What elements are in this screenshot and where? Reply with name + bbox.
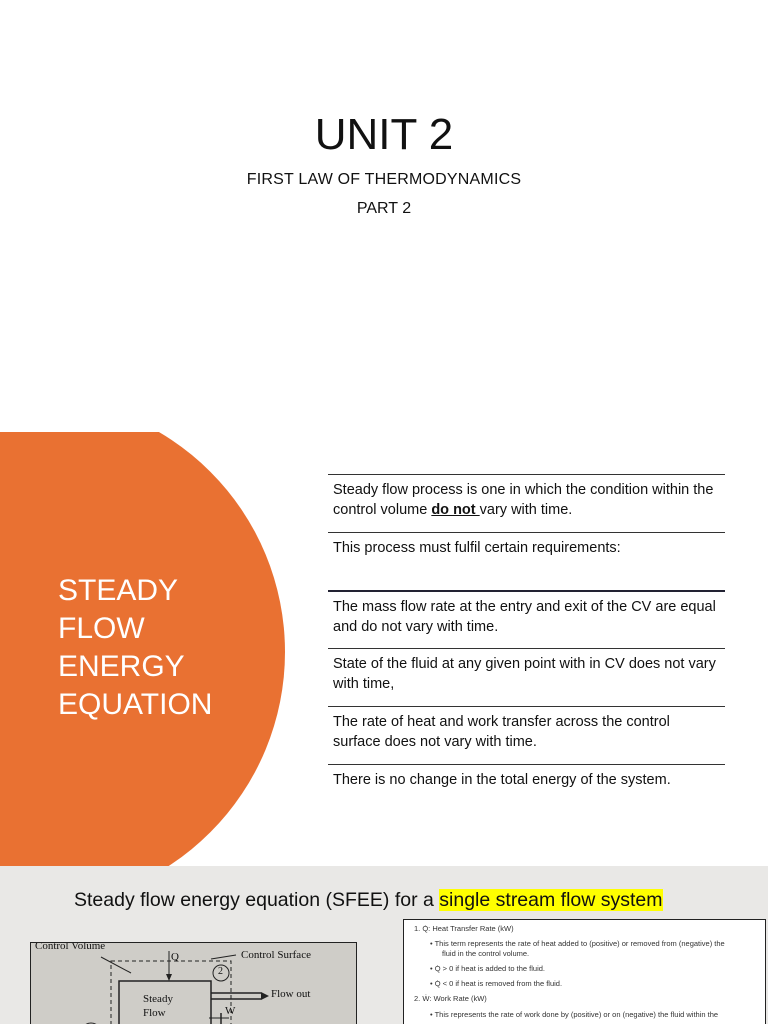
emphasis-text: do not	[431, 502, 480, 518]
heading-line: EQUATION	[58, 688, 213, 721]
flow-label: Flow	[143, 1007, 166, 1019]
heading-line: ENERGY	[58, 650, 185, 683]
unit-title: UNIT 2	[314, 110, 454, 159]
list-item: The mass flow rate at the entry and exit of the CV are equal and do not vary with time.	[328, 590, 725, 648]
sfee-single-stream-slide	[0, 866, 768, 1024]
control-volume-label: Control Volume	[35, 942, 106, 952]
flow-out-label: Flow out	[271, 988, 311, 1000]
list-item: State of the fluid at any given point with in CV does not vary with time,	[328, 648, 725, 706]
notes-line: • Q̇ < 0 if heat is removed from the fluid.	[430, 979, 563, 988]
requirements-lead: This process must fulfil certain requirements:	[328, 532, 725, 590]
definition-row: Steady flow process is one in which the condition within the control volume do not vary with time.	[328, 474, 725, 532]
heading-line: FLOW	[58, 612, 145, 645]
point-2-label: 2	[218, 966, 223, 977]
requirements-list	[328, 474, 725, 814]
notes-line: • This represents the rate of work done by (positive) or on (negative) the fluid within the	[430, 1010, 719, 1019]
sfee-heading	[58, 572, 212, 724]
notes-line: 1. Q̇: Heat Transfer Rate (kW)	[414, 924, 514, 933]
work-w-label: W	[225, 1005, 236, 1017]
highlighted-text: single stream flow system	[439, 889, 663, 911]
notes-line: • Q̇ > 0 if heat is added to the fluid.	[430, 964, 545, 973]
list-item: There is no change in the total energy of the system.	[328, 764, 725, 814]
heat-q-label: Q	[171, 951, 179, 963]
definitions-notes	[403, 919, 766, 1024]
notes-line: • This term represents the rate of heat added to (positive) or removed from (negative) the	[430, 939, 725, 948]
sfee-slide	[0, 432, 768, 866]
list-item: The rate of heat and work transfer across the control surface does not vary with time.	[328, 706, 725, 764]
slide-title: Steady flow energy equation (SFEE) for a single stream flow system	[74, 889, 663, 911]
heading-line: STEADY	[58, 574, 179, 607]
steady-label: Steady	[143, 993, 173, 1005]
unit-subtitle: FIRST LAW OF THERMODYNAMICS	[246, 171, 522, 188]
control-surface-label: Control Surface	[241, 949, 311, 961]
control-volume-diagram	[30, 942, 357, 1024]
notes-line: fluid in the control volume.	[442, 949, 530, 958]
title-slide	[0, 0, 768, 432]
notes-line: 2. Ẇ: Work Rate (kW)	[414, 994, 487, 1003]
unit-part: PART 2	[356, 200, 412, 217]
